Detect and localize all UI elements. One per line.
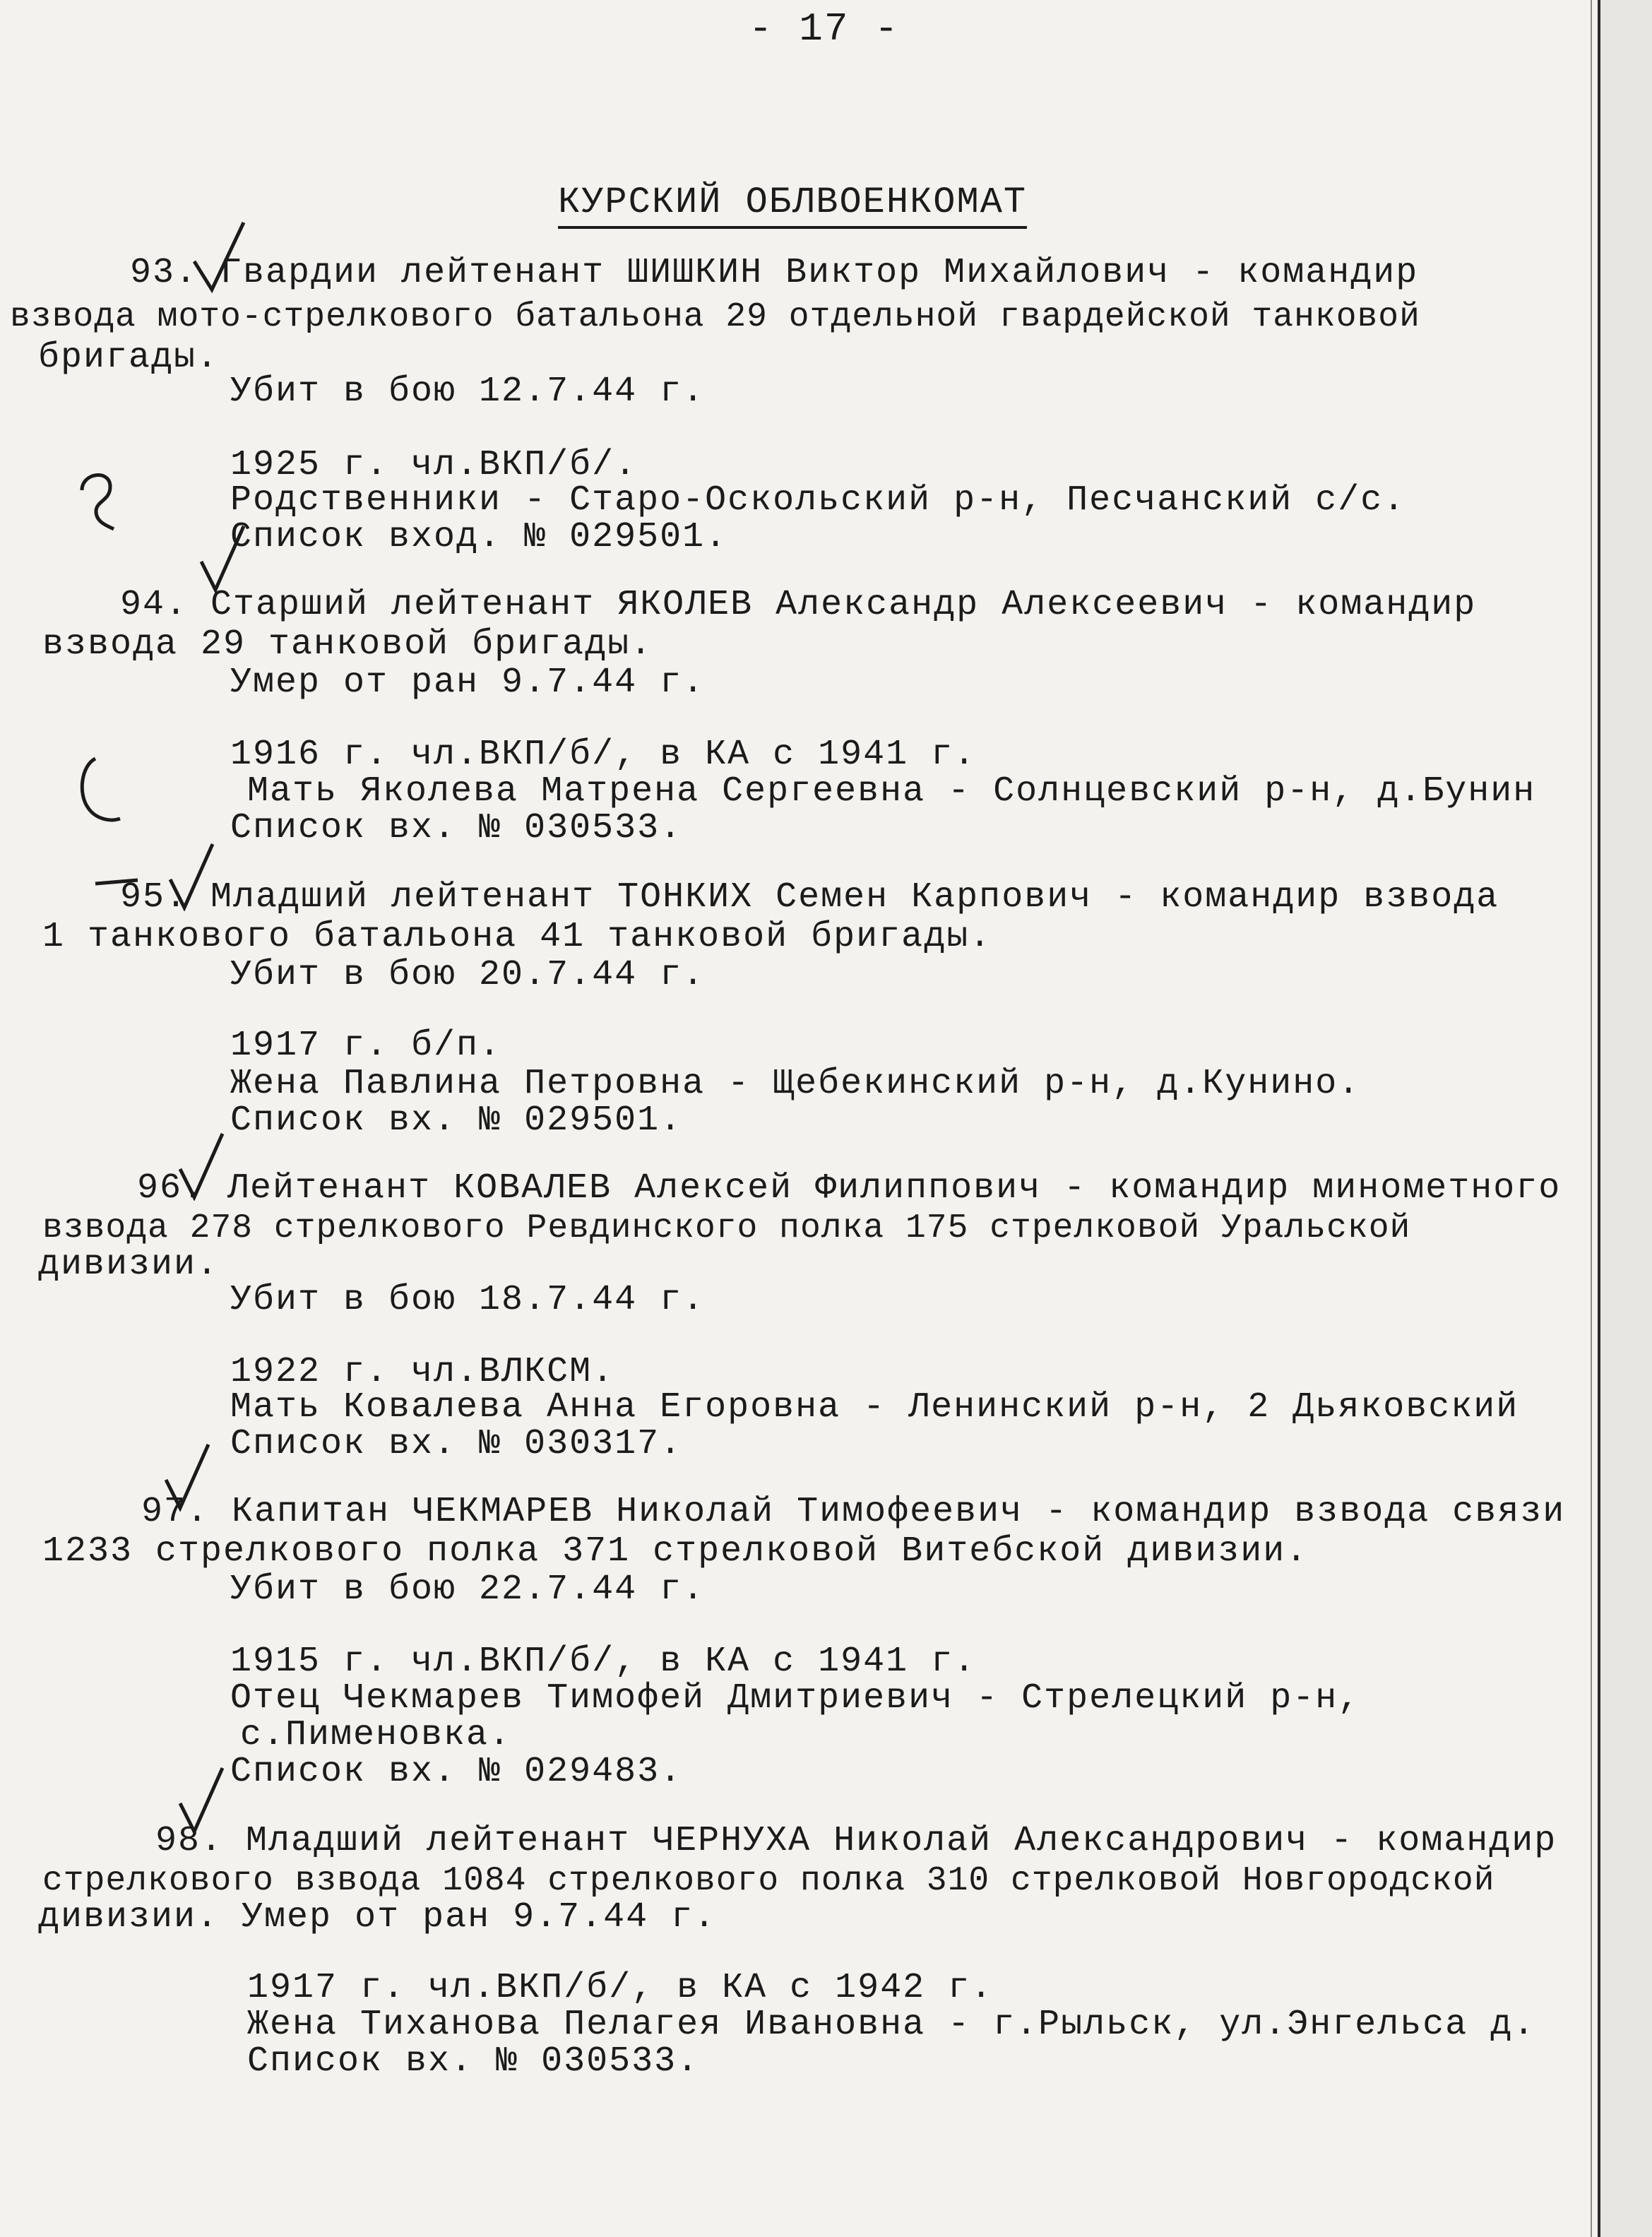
checkmark-icon — [198, 523, 247, 593]
entry-98-line-6: Список вх. № 030533. — [247, 2041, 700, 2082]
entry-94-line-3: Умер от ран 9.7.44 г. — [230, 663, 706, 703]
entry-95-line-2: 1 танкового батальона 41 танковой бригады. — [42, 917, 992, 957]
page-edge — [1598, 0, 1600, 2237]
entry-98-line-4: 1917 г. чл.ВКП/б/, в КА с 1942 г. — [247, 1968, 994, 2008]
entry-96-line-1: 96. Лейтенант КОВАЛЕВ Алексей Филиппович - командир минометного — [137, 1168, 1562, 1209]
entry-97-line-5: Отец Чекмарев Тимофей Дмитриевич - Стрелецкий р-н, — [230, 1678, 1361, 1719]
entry-96-line-5: 1922 г. чл.ВЛКСМ. — [230, 1352, 615, 1392]
checkmark-icon — [167, 841, 216, 911]
entry-94-line-6: Список вх. № 030533. — [230, 808, 683, 848]
entry-93-line-4: Убит в бою 12.7.44 г. — [230, 372, 706, 412]
entry-95-line-4: 1917 г. б/п. — [230, 1026, 502, 1066]
entry-97-line-3: Убит в бою 22.7.44 г. — [230, 1570, 706, 1610]
checkmark-icon — [162, 1441, 212, 1512]
entry-94-line-5: Мать Яколева Матрена Сергеевна - Солнцевский р-н, д.Бунин — [247, 771, 1536, 812]
entry-97-line-1: 97. Капитан ЧЕКМАРЕВ Николай Тимофеевич - командир взвода связи — [141, 1492, 1566, 1532]
entry-93-line-7: Список вход. № 029501. — [230, 517, 728, 557]
page-number: - 17 - — [749, 6, 900, 52]
dash-mark-icon — [92, 873, 141, 894]
entry-95-line-1: 95. Младший лейтенант ТОНКИХ Семен Карпович - командир взвода — [120, 877, 1499, 918]
entry-93-line-3: бригады. — [38, 338, 220, 378]
page-title: КУРСКИЙ ОБЛВОЕНКОМАТ — [558, 182, 1027, 229]
entry-94-line-4: 1916 г. чл.ВКП/б/, в КА с 1941 г. — [230, 735, 977, 775]
entry-97-line-2: 1233 стрелкового полка 371 стрелковой Витебской дивизии. — [42, 1531, 1309, 1572]
checkmark-icon — [177, 1764, 226, 1835]
entry-98-line-2: стрелкового взвода 1084 стрелкового полка 310 стрелковой Новгородской — [42, 1862, 1495, 1900]
page-edge-shadow — [1600, 0, 1652, 2237]
entry-94-line-1: 94. Старший лейтенант ЯКОЛЕВ Александр Алексеевич - командир — [120, 585, 1477, 625]
entry-98-line-1: 98. Младший лейтенант ЧЕРНУХА Николай Александрович - командир — [155, 1821, 1557, 1861]
entry-97-line-6: с.Пименовка. — [240, 1715, 512, 1755]
question-mark-icon — [68, 469, 124, 533]
checkmark-icon — [191, 219, 247, 297]
entry-94-line-2: взвода 29 танковой бригады. — [42, 624, 653, 665]
page-edge-line — [1591, 0, 1592, 2237]
entry-96-line-4: Убит в бою 18.7.44 г. — [230, 1280, 706, 1320]
entry-93-line-5: 1925 г. чл.ВКП/б/. — [230, 445, 638, 485]
entry-93-line-2: взвода мото-стрелкового батальона 29 отдельной гвардейской танковой — [10, 298, 1420, 336]
entry-97-line-4: 1915 г. чл.ВКП/б/, в КА с 1941 г. — [230, 1642, 977, 1682]
entry-95-line-3: Убит в бою 20.7.44 г. — [230, 955, 706, 995]
entry-96-line-3: дивизии. — [38, 1245, 220, 1285]
entry-98-line-3: дивизии. Умер от ран 9.7.44 г. — [38, 1897, 717, 1938]
entry-96-line-2: взвода 278 стрелкового Ревдинского полка 175 стрелковой Уральской — [42, 1209, 1411, 1247]
entry-93-line-1: 93. Гвардии лейтенант ШИШКИН Виктор Михайлович - командир — [130, 253, 1419, 293]
entry-96-line-6: Мать Ковалева Анна Егоровна - Ленинский р-н, 2 Дьяковский — [230, 1387, 1519, 1428]
entry-95-line-6: Список вх. № 029501. — [230, 1100, 683, 1141]
entry-98-line-5: Жена Тиханова Пелагея Ивановна - г.Рыльск, ул.Энгельса д. — [247, 2005, 1536, 2045]
entry-93-line-6: Родственники - Старо-Оскольский р-н, Песчанский с/с. — [230, 480, 1406, 521]
checkmark-icon — [177, 1130, 226, 1201]
entry-96-line-7: Список вх. № 030317. — [230, 1424, 683, 1464]
question-mark-icon — [71, 752, 127, 829]
entry-95-line-5: Жена Павлина Петровна - Щебекинский р-н, д.Кунино. — [230, 1064, 1361, 1104]
entry-97-line-7: Список вх. № 029483. — [230, 1752, 683, 1792]
